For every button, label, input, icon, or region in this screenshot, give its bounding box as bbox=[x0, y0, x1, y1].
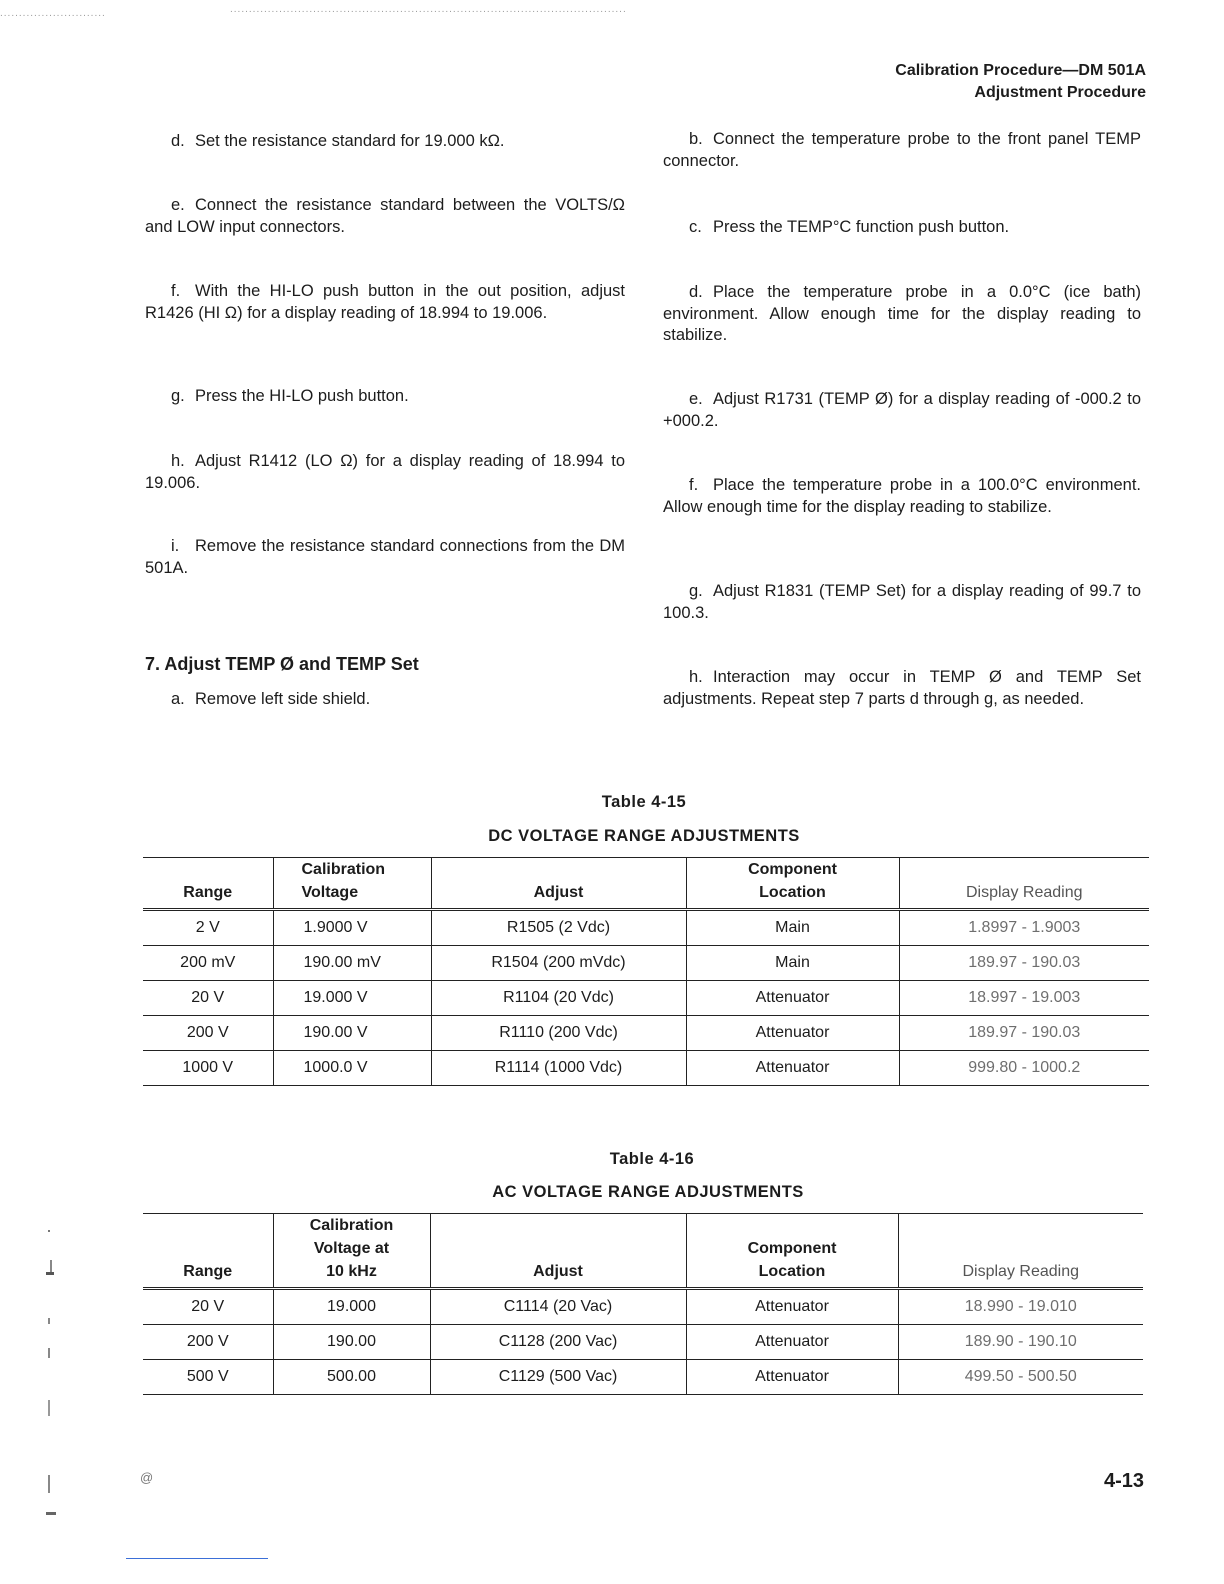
table-header-row bbox=[143, 1214, 1143, 1289]
table-header-row bbox=[143, 858, 1149, 910]
step-f-right: f. Place the temperature probe in a 100.0°C environment. Allow enough time for the display reading to stabilize. bbox=[663, 476, 1141, 516]
step-e-left: e. Connect the resistance standard between the VOLTS/Ω and LOW input connectors. bbox=[145, 196, 625, 236]
step-h-left: h. Adjust R1412 (LO Ω) for a display reading of 18.994 to 19.006. bbox=[145, 452, 625, 492]
table-15-title: DC VOLTAGE RANGE ADJUSTMENTS bbox=[488, 827, 800, 845]
page-number: 4-13 bbox=[1103, 1470, 1144, 1492]
step-i-left: i. Remove the resistance standard connections from the DM 501A. bbox=[145, 537, 625, 577]
col-calibration: Calibration Voltage at 10 kHz bbox=[273, 1214, 430, 1289]
table-row: 20 V 19.000 C1114 (20 Vac) Attenuator 18.990 - 19.010 bbox=[143, 1289, 1143, 1325]
header-title: Calibration Procedure—DM 501A bbox=[895, 62, 1146, 79]
table-row: 2 V 1.9000 V R1505 (2 Vdc) Main 1.8997 - 1.9003 bbox=[143, 910, 1149, 946]
step-d-right: d. Place the temperature probe in a 0.0°C (ice bath) environment. Allow enough time for the display reading to stabilize. bbox=[663, 283, 1141, 344]
section-heading: 7. Adjust TEMP Ø and TEMP Set bbox=[145, 654, 419, 674]
table-row: 200 V 190.00 C1128 (200 Vac) Attenuator 189.90 - 190.10 bbox=[143, 1325, 1143, 1360]
header-subtitle: Adjustment Procedure bbox=[974, 84, 1146, 101]
col-display: Display Reading bbox=[899, 858, 1149, 910]
running-header bbox=[895, 60, 1146, 104]
table-row: 200 V 190.00 V R1110 (200 Vdc) Attenuator 189.97 - 190.03 bbox=[143, 1016, 1149, 1051]
step-e-right: e. Adjust R1731 (TEMP Ø) for a display reading of -000.2 to +000.2. bbox=[663, 390, 1141, 430]
step-f-left: f. With the HI-LO push button in the out position, adjust R1426 (HI Ω) for a display reading of 18.994 to 19.006. bbox=[145, 282, 625, 322]
col-display: Display Reading bbox=[898, 1214, 1143, 1289]
scan-bottom-line bbox=[126, 1558, 268, 1559]
scan-artifact: ............................ bbox=[0, 8, 106, 19]
col-range: Range bbox=[183, 1263, 233, 1280]
col-adjust: Adjust bbox=[431, 858, 686, 910]
step-c-right: c. Press the TEMP°C function push button. bbox=[689, 218, 1010, 236]
dc-voltage-table bbox=[143, 857, 1149, 1086]
step-g-right: g. Adjust R1831 (TEMP Set) for a display reading of 99.7 to 100.3. bbox=[663, 582, 1141, 622]
col-adjust: Adjust bbox=[430, 1214, 686, 1289]
scan-margin-marks bbox=[44, 1230, 58, 1520]
table-row: 500 V 500.00 C1129 (500 Vac) Attenuator 499.50 - 500.50 bbox=[143, 1360, 1143, 1395]
table-row: 1000 V 1000.0 V R1114 (1000 Vdc) Attenuator 999.80 - 1000.2 bbox=[143, 1051, 1149, 1086]
col-location: Component Location bbox=[686, 1214, 898, 1289]
table-row: 200 mV 190.00 mV R1504 (200 mVdc) Main 189.97 - 190.03 bbox=[143, 946, 1149, 981]
table-16-title: AC VOLTAGE RANGE ADJUSTMENTS bbox=[492, 1183, 804, 1201]
scan-artifact: ......................................................................................................... bbox=[230, 4, 627, 15]
ac-voltage-table bbox=[143, 1213, 1143, 1395]
publisher-mark: @ bbox=[140, 1470, 154, 1485]
table-15-number: Table 4-15 bbox=[601, 793, 687, 811]
step-d-left: d. Set the resistance standard for 19.000 kΩ. bbox=[171, 132, 505, 150]
col-calibration: Calibration Voltage bbox=[273, 858, 431, 910]
col-location: Component Location bbox=[686, 858, 899, 910]
step-h-right: h. Interaction may occur in TEMP Ø and TEMP Set adjustments. Repeat step 7 parts d through g, as needed. bbox=[663, 668, 1141, 708]
step-b-right: b. Connect the temperature probe to the front panel TEMP connector. bbox=[663, 130, 1141, 170]
table-16-number: Table 4-16 bbox=[609, 1150, 695, 1168]
col-range: Range bbox=[183, 884, 233, 901]
step-g-left: g. Press the HI-LO push button. bbox=[171, 387, 409, 405]
table-row: 20 V 19.000 V R1104 (20 Vdc) Attenuator 18.997 - 19.003 bbox=[143, 981, 1149, 1016]
step-a-left: a. Remove left side shield. bbox=[171, 690, 371, 708]
